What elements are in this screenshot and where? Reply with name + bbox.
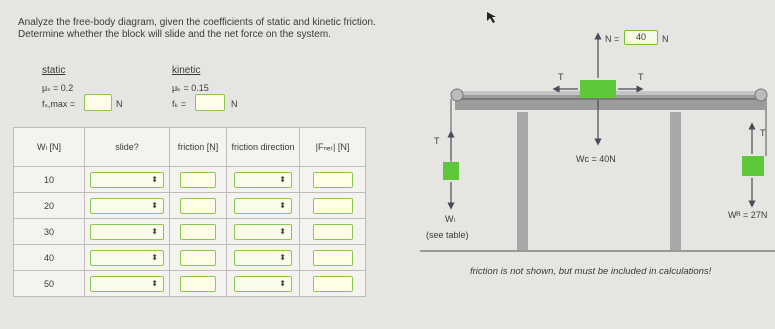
col-header-fnet: |Fₙₑₜ| [N] bbox=[300, 128, 366, 167]
col-header-wl: Wₗ [N] bbox=[14, 128, 85, 167]
wl-label: Wₗ bbox=[445, 214, 455, 224]
left-hanging-block bbox=[443, 162, 459, 180]
normal-label: N = bbox=[605, 34, 620, 44]
cursor-icon bbox=[487, 12, 496, 23]
table-leg-right bbox=[670, 112, 681, 250]
wl-cell: 10 bbox=[14, 167, 85, 193]
chevron-updown-icon: ⬍ bbox=[151, 278, 158, 288]
right-hanging-block bbox=[742, 156, 764, 176]
wl-cell: 30 bbox=[14, 219, 85, 245]
pulley-left bbox=[451, 89, 463, 101]
wc-label: Wᴄ = 40N bbox=[576, 154, 616, 164]
col-header-slide: slide? bbox=[85, 128, 170, 167]
col-header-friction-direction: friction direction bbox=[227, 128, 300, 167]
chevron-updown-icon: ⬍ bbox=[279, 226, 286, 236]
fk-unit: N bbox=[231, 99, 238, 109]
chevron-updown-icon: ⬍ bbox=[279, 278, 286, 288]
mu-static: μₛ = 0.2 bbox=[42, 83, 74, 93]
chevron-updown-icon: ⬍ bbox=[279, 252, 286, 262]
static-label: static bbox=[42, 65, 66, 76]
fs-max-label: fₛ,max = bbox=[42, 99, 76, 109]
tension-label-hanging-right: T bbox=[760, 128, 766, 138]
kinetic-label: kinetic bbox=[172, 65, 201, 76]
instruction-line-2: Determine whether the block will slide and the net force on the system. bbox=[18, 29, 331, 40]
see-table-label: (see table) bbox=[426, 230, 469, 240]
fs-max-unit: N bbox=[116, 99, 123, 109]
chevron-updown-icon: ⬍ bbox=[279, 174, 286, 184]
fk-label: fₖ = bbox=[172, 99, 187, 109]
chevron-updown-icon: ⬍ bbox=[151, 200, 158, 210]
center-block bbox=[580, 80, 616, 98]
table-leg-left bbox=[517, 112, 528, 250]
wl-cell: 40 bbox=[14, 245, 85, 271]
wl-cell: 20 bbox=[14, 193, 85, 219]
tension-label-left: T bbox=[558, 72, 564, 82]
normal-unit: N bbox=[662, 34, 669, 44]
friction-note: friction is not shown, but must be included in calculations! bbox=[470, 266, 712, 277]
tension-label-hanging-left: T bbox=[434, 136, 440, 146]
instruction-line-1: Analyze the free-body diagram, given the coefficients of static and kinetic friction. bbox=[18, 17, 376, 28]
normal-force-input[interactable]: 40 bbox=[624, 30, 658, 45]
mu-kinetic: μₖ = 0.15 bbox=[172, 83, 209, 93]
col-header-friction: friction [N] bbox=[170, 128, 227, 167]
pulley-right bbox=[755, 89, 767, 101]
tension-label-right: T bbox=[638, 72, 644, 82]
wr-label: Wᴿ = 27N bbox=[728, 210, 768, 220]
chevron-updown-icon: ⬍ bbox=[151, 174, 158, 184]
wl-cell: 50 bbox=[14, 271, 85, 297]
chevron-updown-icon: ⬍ bbox=[151, 226, 158, 236]
chevron-updown-icon: ⬍ bbox=[151, 252, 158, 262]
chevron-updown-icon: ⬍ bbox=[279, 200, 286, 210]
